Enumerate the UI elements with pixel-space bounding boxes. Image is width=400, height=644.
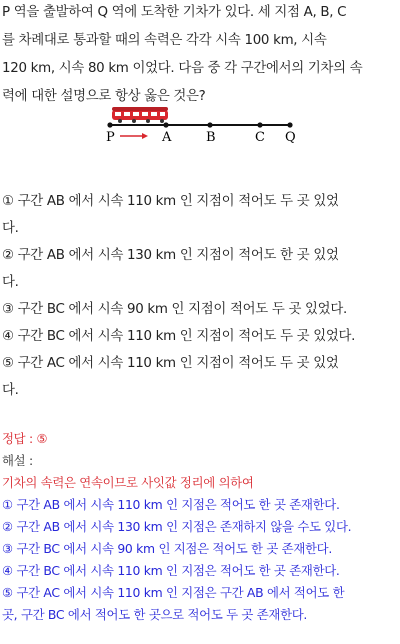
question-line-2: 를 차례대로 통과할 때의 속력은 각각 시속 100 km, 시속: [2, 33, 327, 48]
label-c: C: [255, 130, 265, 145]
explanation-label: 해설 :: [2, 453, 33, 468]
answer-label: 정답 : ⑤: [2, 431, 48, 446]
options-list: [2, 188, 398, 404]
train-icon: [112, 107, 168, 123]
question-line-1: P 역을 출발하여 Q 역에 도착한 기차가 있다. 세 지점 A, B, C: [2, 5, 347, 20]
option-5-line-2: 다.: [2, 383, 19, 398]
question-line-4: 력에 대한 설명으로 항상 옳은 것은?: [2, 89, 206, 104]
explanation-line-4: ④ 구간 BC 에서 시속 110 km 인 지점은 적어도 한 곳 존재한다.: [2, 563, 340, 578]
option-1-line-1[interactable]: ① 구간 AB 에서 시속 110 km 인 지점이 적어도 두 곳 있었: [2, 194, 339, 209]
point-q: [287, 122, 292, 127]
route-figure: [100, 98, 310, 148]
explanation-line-5: ⑤ 구간 AC 에서 시속 110 km 인 지점은 구간 AB 에서 적어도 한: [2, 585, 345, 600]
point-c: [257, 122, 262, 127]
option-4[interactable]: ④ 구간 BC 에서 시속 110 km 인 지점이 적어도 두 곳 있었다.: [2, 329, 356, 344]
direction-arrow-icon: [120, 133, 148, 139]
question-line-3: 120 km, 시속 80 km 이었다. 다음 중 각 구간에서의 기차의 속: [2, 61, 363, 76]
option-2-line-1[interactable]: ② 구간 AB 에서 시속 130 km 인 지점이 적어도 한 곳 있었: [2, 248, 339, 263]
option-2-line-2: 다.: [2, 275, 19, 290]
label-b: B: [206, 130, 216, 145]
option-1-line-2: 다.: [2, 221, 19, 236]
explanation-line-1: ① 구간 AB 에서 시속 110 km 인 지점은 적어도 한 곳 존재한다.: [2, 497, 340, 512]
point-p: [107, 122, 112, 127]
label-a: A: [162, 130, 172, 145]
label-q: Q: [285, 130, 296, 145]
explanation-intro: 기차의 속력은 연속이므로 사잇값 정리에 의하여: [2, 475, 254, 490]
label-p: P: [106, 130, 115, 145]
explanation-line-2: ② 구간 AB 에서 시속 130 km 인 지점은 존재하지 않을 수도 있다.: [2, 519, 352, 534]
explanation-line-3: ③ 구간 BC 에서 시속 90 km 인 지점은 적어도 한 곳 존재한다.: [2, 541, 332, 556]
option-5-line-1[interactable]: ⑤ 구간 AC 에서 시속 110 km 인 지점이 적어도 두 곳 있었: [2, 356, 339, 371]
point-b: [207, 122, 212, 127]
question-text: [2, 0, 398, 111]
option-3[interactable]: ③ 구간 BC 에서 시속 90 km 인 지점이 적어도 두 곳 있었다.: [2, 302, 347, 317]
answer-section: [2, 428, 398, 626]
explanation-line-6: 곳, 구간 BC 에서 적어도 한 곳으로 적어도 두 곳 존재한다.: [2, 607, 308, 622]
point-a: [163, 122, 168, 127]
